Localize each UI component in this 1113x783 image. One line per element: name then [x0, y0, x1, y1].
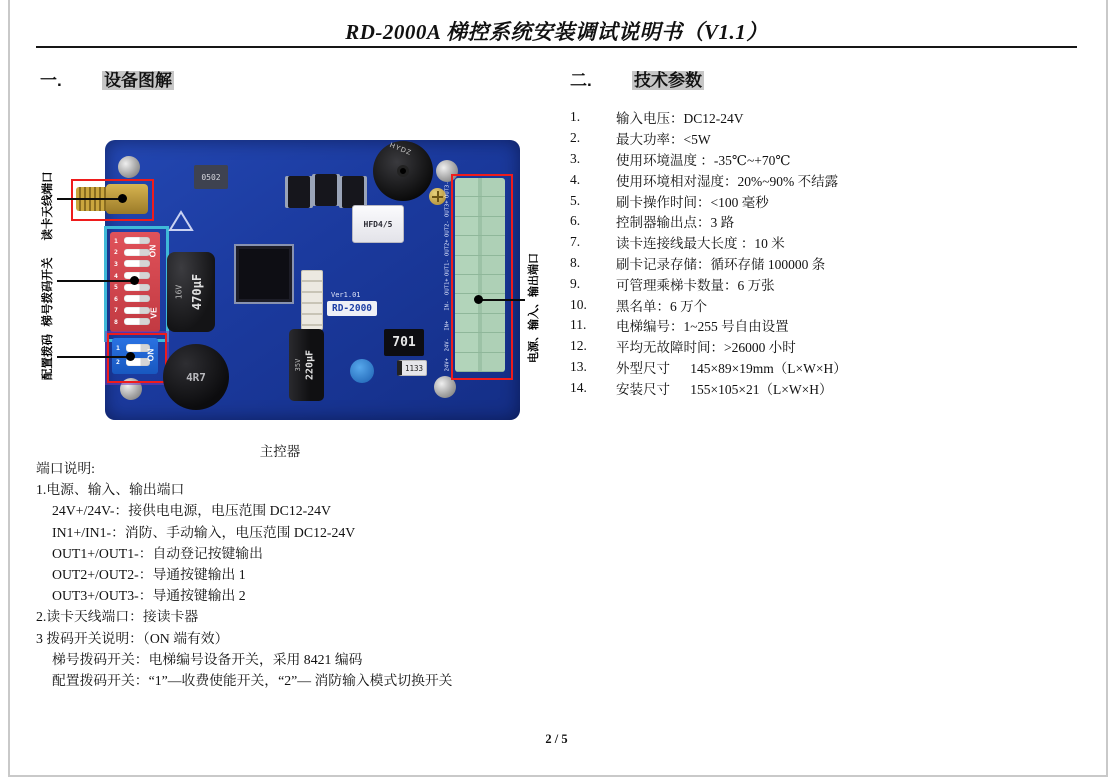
antenna-callout-box: [71, 179, 154, 221]
component-1133: [397, 360, 427, 376]
terminal-pin-label: OUT2+: [443, 239, 450, 257]
tech-param-item: [570, 357, 1020, 378]
relay: [352, 205, 404, 243]
inductor-4r7: [163, 344, 229, 410]
relay-label: HFD4/5: [363, 219, 393, 229]
soic-chip: [288, 176, 310, 208]
tech-param-text: 使用环境相对湿度：20%~90% 不结露: [616, 173, 839, 189]
tech-param-number: 4.: [570, 171, 581, 187]
page-number: 2 / 5: [545, 732, 568, 746]
port-description-line: 1.电源、输入、输出端口: [36, 482, 185, 498]
buzzer-brand: HYDZ: [388, 141, 413, 158]
tech-param-number: 7.: [570, 234, 581, 250]
tech-param-text: 外型尺寸 145×89×19mm（L×W×H）: [616, 360, 847, 376]
tech-param-text: 可管理乘梯卡数量：6 万张: [616, 277, 775, 293]
leader-dot: [130, 276, 139, 285]
capacitor-voltage: 16V: [174, 284, 184, 300]
tech-param-item: [570, 211, 1020, 232]
figure-caption: 主控器: [259, 444, 301, 459]
tech-param-text: 读卡连接线最大长度 ：10 米: [616, 236, 785, 252]
dip-on-label: ON: [147, 244, 158, 258]
port-description-line: 2.读卡天线端口：接读卡器: [36, 609, 199, 625]
chip-701: [384, 329, 424, 356]
dip-position-number: 1: [114, 236, 118, 245]
dip-position-number: 2: [116, 358, 120, 366]
callout-label-dip8: 梯号拨码开关: [42, 257, 54, 327]
component-label: 0502: [201, 172, 221, 182]
dip-position-number: 4: [114, 271, 118, 280]
terminal-pin-label: IN+: [443, 320, 450, 331]
component-label: 1133: [404, 363, 424, 373]
leader-line-dip2: [57, 356, 131, 358]
tech-param-text: 使用环境温度 ：-35℃~+70℃: [616, 152, 791, 168]
tech-param-item: [570, 294, 1020, 315]
section-number: 一.: [40, 71, 62, 90]
tech-params-list: [570, 107, 1020, 398]
dip-position-number: 3: [114, 259, 118, 268]
tech-param-item: [570, 128, 1020, 149]
tech-param-item: [570, 190, 1020, 211]
silkscreen-triangle-logo: [168, 210, 194, 232]
section-header-tech: [570, 66, 704, 91]
capacitor-220uf: [289, 329, 324, 401]
soic-chip: [342, 176, 364, 208]
port-description-line: 配置拨码开关：“1”—收费使能开关，“2”— 消防输入模式切换开关: [52, 672, 453, 688]
leader-dot: [474, 295, 483, 304]
component-0502: [194, 165, 228, 189]
dip-position-number: 6: [114, 294, 118, 303]
terminal-pin-label: OUT1+: [443, 278, 450, 295]
model-label: RD-2000: [331, 303, 373, 314]
terminal-pin-label: 24V-: [443, 338, 450, 352]
tech-param-number: 6.: [570, 213, 581, 229]
dip-position-number: 1: [116, 344, 120, 352]
port-description-line: 3 拨码开关说明：（ON 端有效）: [36, 630, 229, 646]
tech-param-number: 1.: [570, 109, 581, 125]
section-header-device: [40, 66, 174, 91]
tech-param-text: 平均无故障时间：>26000 小时: [616, 340, 796, 356]
tech-param-text: 最大功率：<5W: [616, 132, 711, 148]
terminal-pin-label: OUT3+: [443, 200, 450, 218]
blue-trimmer: [350, 359, 374, 383]
tech-param-text: 输入电压：DC12-24V: [616, 111, 744, 127]
callout-label-terminal: 电源、输入、输出端口: [528, 253, 540, 363]
terminal-pin-label: OUT3-: [443, 181, 450, 198]
section-number: 二.: [570, 71, 592, 90]
tech-param-text: 电梯编号：1~255 号自由设置: [616, 319, 789, 335]
tech-param-item: [570, 315, 1020, 336]
callout-label-antenna: 读卡天线端口: [42, 171, 54, 241]
tech-param-item: [570, 253, 1020, 274]
tech-param-number: 11.: [570, 317, 587, 333]
tech-param-number: 14.: [570, 379, 587, 395]
tech-param-number: 2.: [570, 130, 581, 146]
section-title: 设备图解: [104, 71, 172, 90]
section-title: 技术参数: [634, 71, 702, 90]
dip-position-number: 5: [114, 283, 118, 292]
tech-param-number: 13.: [570, 358, 587, 374]
soic-chip: [315, 174, 337, 206]
tech-param-number: 10.: [570, 296, 587, 312]
tech-param-text: 控制器输出点：3 路: [616, 215, 735, 231]
port-description-line: 梯号拨码开关：电梯编号设备开关，采用 8421 编码: [52, 651, 363, 667]
dip-position-number: 7: [114, 306, 118, 315]
dip-position-number: 2: [114, 248, 118, 257]
tech-param-text: 安装尺寸 155×105×21（L×W×H）: [616, 381, 833, 397]
tech-param-item: [570, 107, 1020, 128]
terminal-pin-label: OUT1-: [443, 258, 450, 276]
tech-param-text: 黑名单：6 万个: [616, 298, 708, 314]
page-title: RD-2000A 梯控系统安装调试说明书（V1.1）: [345, 20, 768, 44]
terminal-pin-label: IN-: [443, 301, 450, 312]
tech-param-text: 刷卡记录存储：循环存储 100000 条: [616, 256, 826, 272]
dip2-callout-box: [107, 333, 167, 383]
tech-param-number: 3.: [570, 150, 581, 166]
chip-label: 701: [392, 335, 416, 350]
buzzer-hole: [397, 165, 409, 177]
tech-param-text: 刷卡操作时间：<100 毫秒: [616, 194, 769, 210]
port-description-line: OUT1+/OUT1-：自动登记按键输出: [52, 545, 263, 561]
leader-dot: [118, 194, 127, 203]
port-description-line: OUT3+/OUT3-：导通按键输出 2: [52, 588, 246, 604]
mcu-chip: [236, 246, 292, 302]
dip-on-label: ON: [145, 348, 156, 362]
dip-ve-label: VE: [148, 307, 159, 319]
capacitor-470uf: [167, 252, 215, 332]
inductor-label: 4R7: [186, 370, 206, 384]
terminal-pin-label: OUT2-: [443, 220, 450, 237]
title-divider: [36, 46, 1077, 48]
port-description-line: 端口说明:: [36, 461, 96, 476]
terminal-pin-label: 24V+: [443, 357, 450, 371]
tech-param-number: 5.: [570, 192, 581, 208]
tech-param-number: 9.: [570, 275, 581, 291]
corner-screw: [118, 156, 140, 178]
capacitor-label: 220µF: [304, 349, 316, 381]
callout-label-dip2: 配置拨码: [42, 334, 54, 380]
port-description: [36, 457, 452, 690]
jst-connector: [301, 270, 323, 330]
silkscreen-version: Ver1.01: [331, 291, 361, 299]
tech-param-item: [570, 273, 1020, 294]
capacitor-voltage: 35V: [293, 358, 302, 372]
leader-line-terminal: [481, 299, 525, 301]
silkscreen-model: [327, 301, 377, 316]
leader-line-dip8: [57, 280, 135, 282]
leader-line-antenna: [57, 198, 122, 200]
tech-param-item: [570, 336, 1020, 357]
port-description-line: OUT2+/OUT2-：导通按键输出 1: [52, 566, 246, 582]
capacitor-label: 470µF: [189, 273, 204, 311]
tech-param-item: [570, 377, 1020, 398]
tech-param-number: 8.: [570, 254, 581, 270]
port-description-line: 24V+/24V-：接供电电源，电压范围 DC12-24V: [52, 503, 331, 519]
tech-param-item: [570, 169, 1020, 190]
tech-param-item: [570, 149, 1020, 170]
tech-param-item: [570, 232, 1020, 253]
port-description-line: IN1+/IN1-：消防、手动输入，电压范围 DC12-24V: [52, 524, 356, 540]
terminal-callout-box: [451, 174, 513, 380]
dip-position-number: 8: [114, 317, 118, 326]
tech-param-number: 12.: [570, 338, 587, 354]
leader-dot: [126, 352, 135, 361]
buzzer: [373, 141, 433, 201]
